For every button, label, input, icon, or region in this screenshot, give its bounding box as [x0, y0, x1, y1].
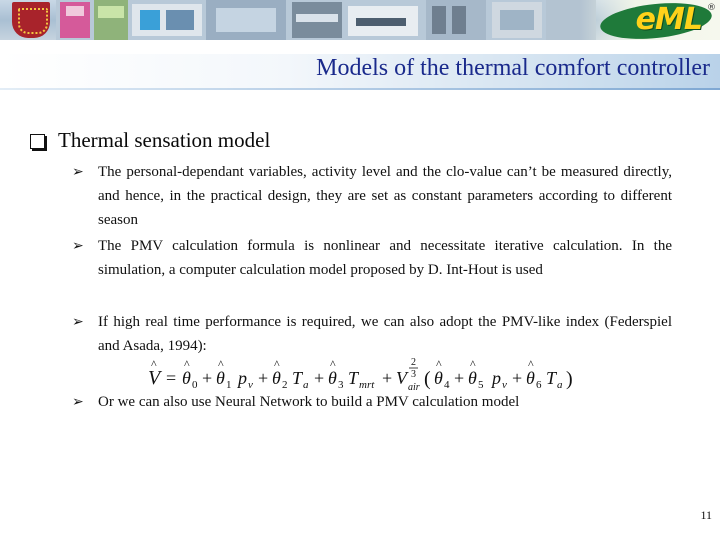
bullet-text: The personal-dependant variables, activity level and the clo-value can’t be measured directly, and hence, in the practical design, they are set as constant parameters according to different season: [98, 164, 672, 228]
checkbox-bullet-icon: [30, 134, 45, 149]
arrow-bullet-icon: ➢: [72, 314, 84, 330]
eml-logo: [580, 0, 720, 40]
ta-symbol: T: [292, 368, 303, 388]
arrow-bullet-icon: ➢: [72, 394, 84, 410]
title-bar: [0, 48, 720, 100]
theta6-sub: 6: [536, 379, 542, 391]
formula-equals: =: [166, 368, 177, 388]
plus-sign: +: [314, 368, 325, 388]
theta0: θ: [182, 368, 191, 388]
vair-sub: air: [408, 382, 420, 392]
hat-mark: ^: [436, 358, 442, 371]
plus-sign: +: [382, 368, 393, 388]
theta4-sub: 4: [444, 379, 450, 391]
formula-lhs: V: [148, 367, 161, 389]
lab-equipment-photo-strip: [56, 0, 596, 40]
theta3-sub: 3: [338, 379, 344, 391]
hat-mark: ^: [184, 358, 190, 371]
left-paren: (: [424, 368, 431, 390]
hat-mark: ^: [274, 358, 280, 371]
university-crest-icon: [12, 2, 50, 38]
header-banner: [0, 0, 720, 40]
vair-symbol: V: [396, 368, 407, 388]
page-number: 11: [700, 508, 712, 522]
theta1: θ: [216, 368, 225, 388]
slide-title: Models of the thermal comfort controller: [316, 55, 710, 81]
bullet-text: If high real time performance is required, we can also adopt the PMV-like index (Federspiel and Asada, 1994):: [98, 314, 672, 354]
theta5: θ: [468, 368, 477, 388]
registered-mark: ®: [707, 3, 716, 13]
exp-den: 3: [411, 369, 416, 380]
bullet-text: The PMV calculation formula is nonlinear and necessitate iterative calculation. In the simulation, a computer calculation model proposed by D. Int-Hout is used: [98, 238, 672, 278]
hat-mark: ^: [218, 358, 224, 371]
bullet-item: [72, 160, 672, 232]
hat-mark: ^: [528, 358, 534, 371]
hat-mark: ^: [330, 358, 336, 371]
ta-sub: a: [557, 379, 563, 391]
theta1-sub: 1: [226, 379, 232, 391]
theta2: θ: [272, 368, 281, 388]
tmrt-symbol: T: [348, 368, 359, 388]
logo-text: eML: [635, 2, 702, 37]
ta-symbol: T: [546, 368, 557, 388]
title-underline: [0, 88, 720, 90]
theta3: θ: [328, 368, 337, 388]
right-paren: ): [566, 368, 573, 390]
tmrt-sub: mrt: [359, 379, 375, 391]
plus-sign: +: [202, 368, 213, 388]
plus-sign: +: [258, 368, 269, 388]
pv-symbol: p: [238, 368, 247, 388]
pmv-like-formula: [146, 358, 576, 392]
bullet-item: [72, 310, 672, 358]
plus-sign: +: [512, 368, 523, 388]
theta4: θ: [434, 368, 443, 388]
hat-mark: ^: [151, 358, 157, 371]
theta5-sub: 5: [478, 379, 484, 391]
theta0-sub: 0: [192, 379, 198, 391]
bullet-item: [72, 234, 672, 282]
bullet-item: [72, 390, 672, 414]
pv-sub: v: [502, 379, 507, 391]
arrow-bullet-icon: ➢: [72, 238, 84, 254]
pv-symbol: p: [492, 368, 501, 388]
theta2-sub: 2: [282, 379, 288, 391]
section-heading: [30, 128, 270, 153]
bullet-text: Or we can also use Neural Network to build a PMV calculation model: [98, 394, 520, 410]
hat-mark: ^: [470, 358, 476, 371]
pv-sub: v: [248, 379, 253, 391]
plus-sign: +: [454, 368, 465, 388]
arrow-bullet-icon: ➢: [72, 164, 84, 180]
ta-sub: a: [303, 379, 309, 391]
section-heading-text: Thermal sensation model: [58, 128, 271, 152]
exp-num: 2: [411, 358, 416, 368]
theta6: θ: [526, 368, 535, 388]
